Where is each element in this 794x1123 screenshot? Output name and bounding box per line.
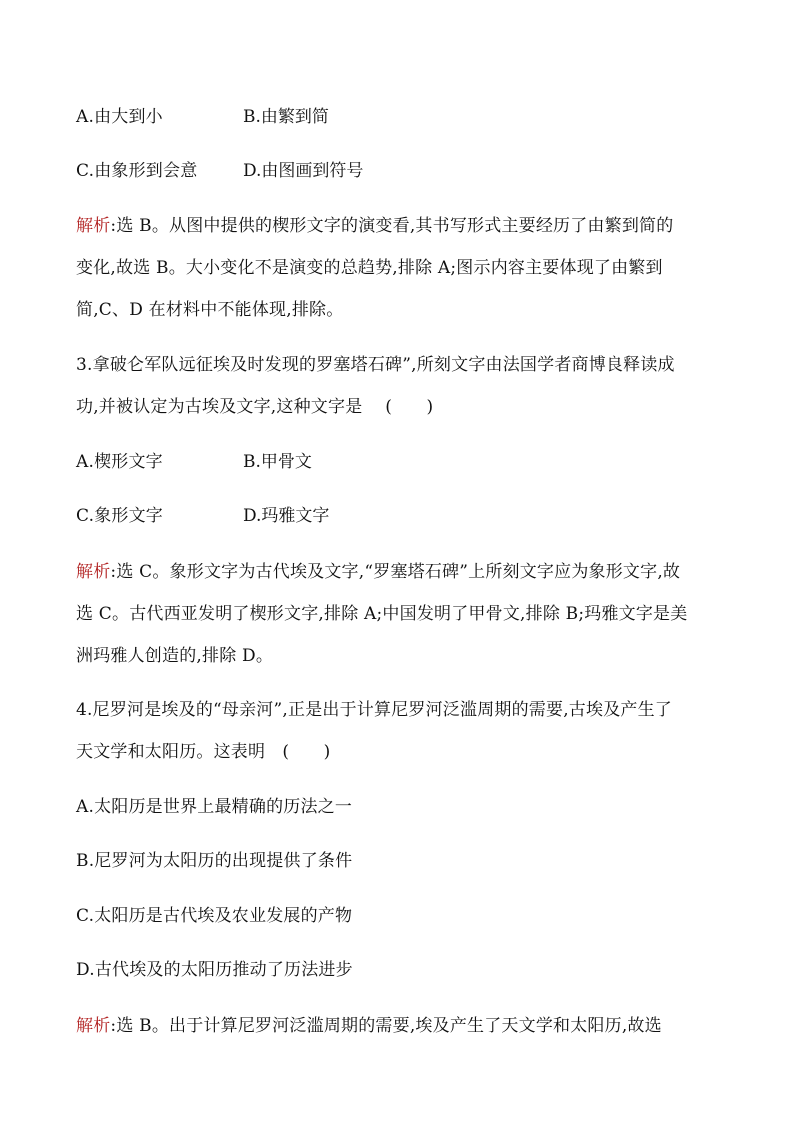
q2-option-c: C.由象形到会意 — [76, 161, 198, 181]
q3-analysis-line-3: 洲玛雅人创造的,排除 D。 — [76, 646, 274, 666]
q4-option-c: C.太阳历是古代埃及农业发展的产物 — [76, 906, 353, 926]
q3-stem-line-1: 3.拿破仑军队远征埃及时发现的罗塞塔石碑”,所刻文字由法国学者商博良释读成 — [76, 355, 675, 375]
analysis-label: 解析 — [76, 1016, 111, 1036]
analysis-text: :选 B。出于计算尼罗河泛滥周期的需要,埃及产生了天文学和太阳历,故选 — [110, 1016, 662, 1036]
q2-option-d: D.由图画到符号 — [243, 161, 364, 181]
q4-option-b: B.尼罗河为太阳历的出现提供了条件 — [76, 851, 353, 871]
q3-stem-line-2: 功,并被认定为古埃及文字,这种文字是 ( ) — [76, 397, 434, 417]
q2-option-a: A.由大到小 — [76, 107, 163, 127]
q3-option-b: B.甲骨文 — [243, 452, 312, 472]
q3-analysis-line-1 — [76, 561, 680, 583]
q3-option-d: D.玛雅文字 — [243, 506, 330, 526]
q2-analysis-line-3: 简,C、D 在材料中不能体现,排除。 — [76, 300, 344, 320]
analysis-label: 解析 — [76, 216, 111, 236]
q4-stem-line-2: 天文学和太阳历。这表明 ( ) — [76, 742, 331, 762]
analysis-label: 解析 — [76, 562, 111, 582]
analysis-text: :选 B。从图中提供的楔形文字的演变看,其书写形式主要经历了由繁到简的 — [110, 216, 674, 236]
q4-analysis-line-1 — [76, 1015, 662, 1037]
analysis-text: :选 C。象形文字为古代埃及文字,“罗塞塔石碑”上所刻文字应为象形文字,故 — [110, 562, 681, 582]
q4-option-d: D.古代埃及的太阳历推动了历法进步 — [76, 960, 353, 980]
q3-analysis-line-2: 选 C。古代西亚发明了楔形文字,排除 A;中国发明了甲骨文,排除 B;玛雅文字是美 — [76, 604, 688, 624]
q2-option-b: B.由繁到简 — [243, 107, 329, 127]
q4-stem-line-1: 4.尼罗河是埃及的“母亲河”,正是出于计算尼罗河泛滥周期的需要,古埃及产生了 — [76, 700, 673, 720]
q3-option-c: C.象形文字 — [76, 506, 164, 526]
q2-analysis-line-2: 变化,故选 B。大小变化不是演变的总趋势,排除 A;图示内容主要体现了由繁到 — [76, 258, 663, 278]
q3-option-a: A.楔形文字 — [76, 452, 163, 472]
q2-analysis-line-1 — [76, 215, 673, 237]
q4-option-a: A.太阳历是世界上最精确的历法之一 — [76, 797, 353, 817]
